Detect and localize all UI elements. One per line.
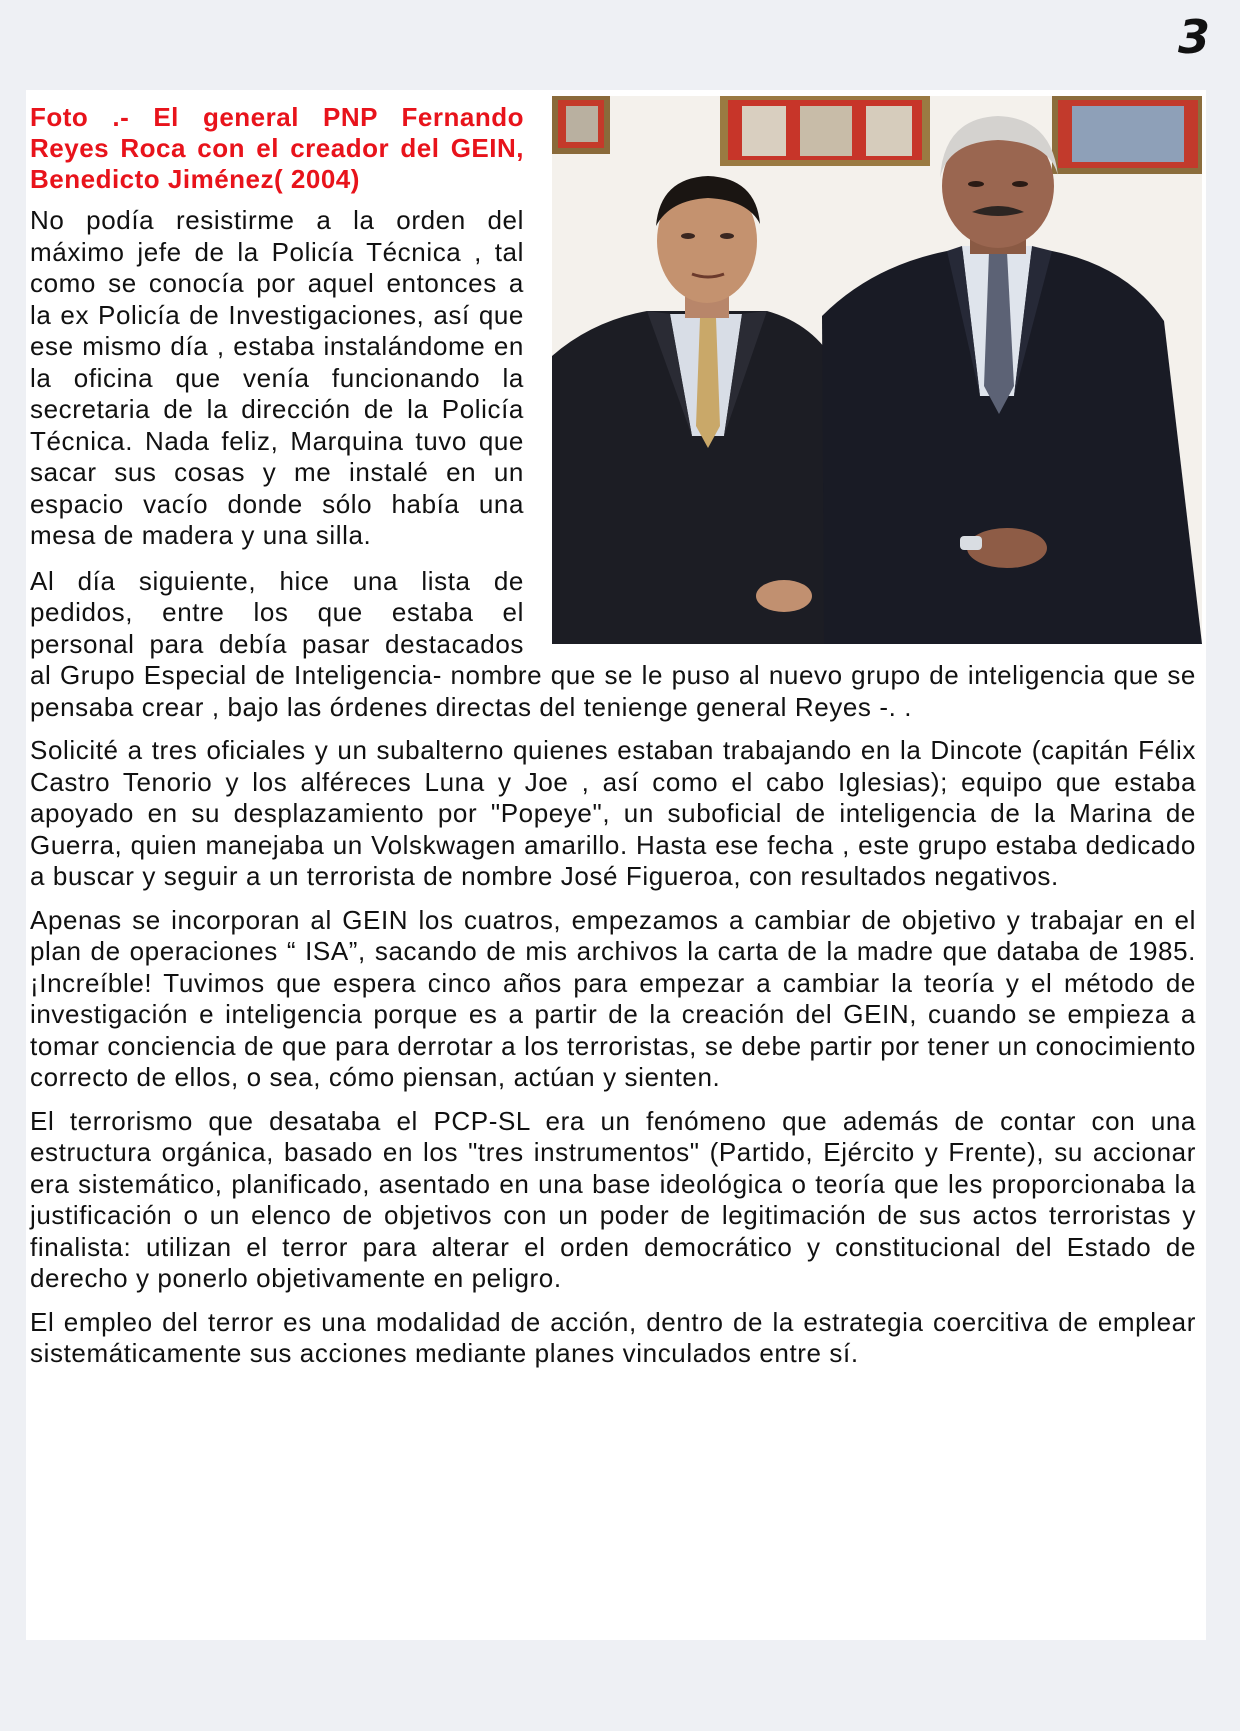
photo-two-men [552, 96, 1202, 644]
paragraph-6: El empleo del terror es una modalidad de acción, dentro de la estrategia coercitiva de emplear sistemáticamente sus acciones mediante planes vinculados entre sí. [30, 1306, 1196, 1368]
paragraph-2: Al día siguiente, hice una lista de pedidos, entre los que estaba el personal para debía pasar destacados al Grupo Especial de Inteligencia- nombre que se le puso al nuevo grupo de inteligencia que se pensaba crear , bajo las órdenes directas del tenienge general Reyes -. . [30, 565, 1196, 722]
photo-figure [552, 96, 1202, 644]
photo-caption: Foto .- El general PNP Fernando Reyes Roca con el creador del GEIN, Benedicto Jiménez( 2004) [30, 102, 524, 194]
paragraph-3: Solicité a tres oficiales y un subalterno quienes estaban trabajando en la Dincote (capitán Félix Castro Tenorio y los alféreces Luna y Joe , así como el cabo Iglesias); equipo que estaba apoyado en su desplazamiento por "Popeye", un suboficial de inteligencia de la Marina de Guerra, quien manejaba un Volskwagen amarillo. Hasta ese fecha , este grupo estaba dedicado a buscar y seguir a un terrorista de nombre José Figueroa, con resultados negativos. [30, 735, 1196, 891]
wall-frame-right [1052, 96, 1202, 174]
paragraph-4: Apenas se incorporan al GEIN los cuatros, empezamos a cambiar de objetivo y trabajar en el plan de operaciones “ ISA”, sacando de mis archivos la carta de la madre que databa de 1985. ¡Increíble! Tuvimos que espera cinco años para empezar a cambiar la teoría y el método de investigación e inteligencia porque es a partir de la creación del GEIN, cuando se empieza a tomar conciencia de que para derrotar a los terroristas, se debe partir por tener un conocimiento correcto de ellos, o sea, cómo piensan, actúan y sienten. [30, 904, 1196, 1092]
paragraph-1: No podía resistirme a la orden del máximo jefe de la Policía Técnica , tal como se conocía por aquel entonces a la ex Policía de Investigaciones, así que ese mismo día , estaba instalándome en la oficina que venía funcionando la secretaria de la dirección de la Policía Técnica. Nada feliz, Marquina tuvo que sacar sus cosas y me instalé en un espacio vacío donde sólo había una mesa de madera y una silla. [30, 205, 524, 550]
paragraph-5: El terrorismo que desataba el PCP-SL era un fenómeno que además de contar con una estructura orgánica, basado en los "tres instrumentos" (Partido, Ejército y Frente), su accionar era sistemático, planificado, asentado en una base ideológica o teoría que les proporcionaba la justificación o un elenco de objetivos con un poder de legitimación de sus actos terroristas y finalista: utilizan el terror para alterar el orden democrático y constitucional del Estado de derecho y ponerlo objetivamente en peligro. [30, 1105, 1196, 1293]
wall-frame-center [720, 96, 930, 166]
page-number: 3 [1177, 10, 1210, 64]
wall-frame-left [552, 96, 610, 154]
article-body [26, 90, 1206, 1640]
